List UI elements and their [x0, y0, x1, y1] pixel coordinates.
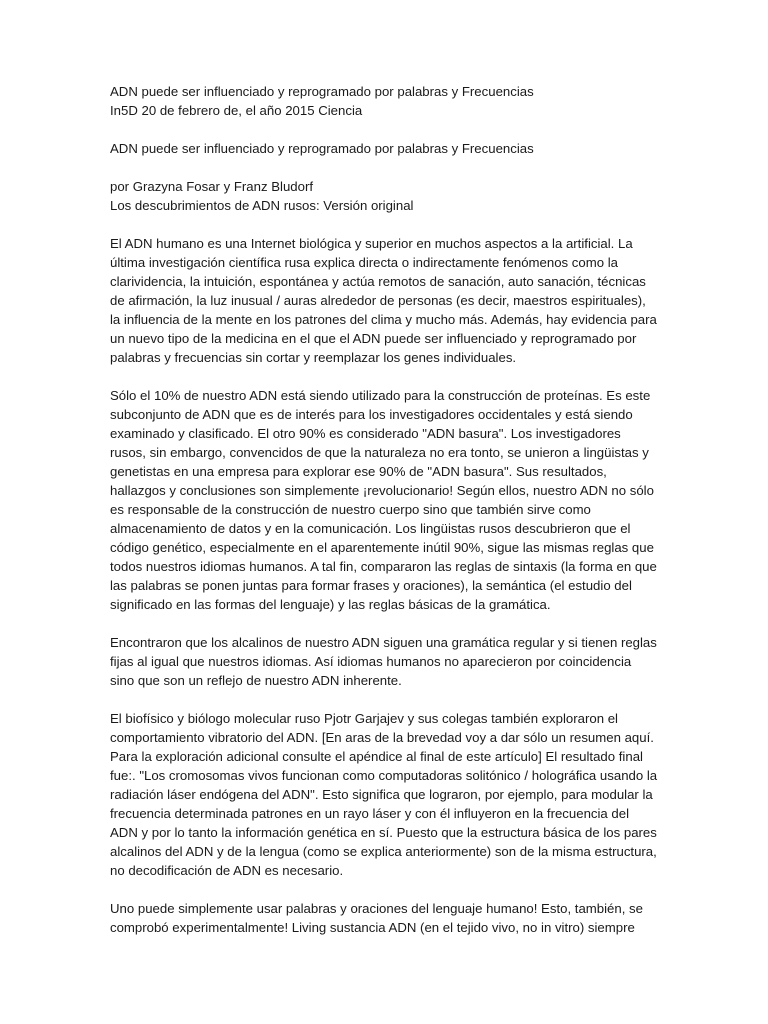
header-block [110, 82, 658, 120]
paragraph-4: El biofísico y biólogo molecular ruso Pjotr Garjajev y sus colegas también exploraron el comportamiento vibratorio del ADN. [En aras de la brevedad voy a dar sólo un resumen aquí. Para la exploración adicional consulte el apéndice al final de este artículo] El resultado final fue:. "Los cromosomas vivos funcionan como computadoras solitónico / holográfica usando la radiación láser endógena del ADN". Esto significa que lograron, por ejemplo, para modular la frecuencia determinada patrones en un rayo láser y con él influyeron en la frecuencia del ADN y por lo tanto la información genética en sí. Puesto que la estructura básica de los pares alcalinos del ADN y de la lengua (como se explica anteriormente) son de la misma estructura, no decodificación de ADN es necesario. [110, 711, 658, 878]
paragraph-3: Encontraron que los alcalinos de nuestro ADN siguen una gramática regular y si tienen reglas fijas al igual que nuestros idiomas. Así idiomas humanos no aparecieron por coincidencia sino que son un reflejo de nuestro ADN inherente. [110, 635, 657, 688]
byline-block [110, 177, 658, 215]
article-title-line: ADN puede ser influenciado y reprogramado por palabras y Frecuencias [110, 84, 534, 99]
repeat-title: ADN puede ser influenciado y reprogramado por palabras y Frecuencias [110, 141, 534, 156]
authors-line: por Grazyna Fosar y Franz Bludorf [110, 179, 314, 194]
paragraph-1: El ADN humano es una Internet biológica y superior en muchos aspectos a la artificial. La última investigación científica rusa explica directa o indirectamente fenómenos como la clarividencia, la intuición, espontánea y actúa remotos de sanación, auto sanación, técnicas de afirmación, la luz inusual / auras alrededor de personas (es decir, maestros espirituales), la influencia de la mente en los patrones del clima y mucho más. Además, hay evidencia para un nuevo tipo de la medicina en el que el ADN puede ser influenciado y reprogramado por palabras y frecuencias sin cortar y reemplazar los genes individuales. [110, 236, 657, 365]
document-page [110, 82, 658, 956]
article-meta-line: In5D 20 de febrero de, el año 2015 Ciencia [110, 103, 363, 118]
subtitle-line: Los descubrimientos de ADN rusos: Versión original [110, 198, 414, 213]
paragraph-2: Sólo el 10% de nuestro ADN está siendo utilizado para la construcción de proteínas. Es este subconjunto de ADN que es de interés para los investigadores occidentales y está siendo examinado y clasificado. El otro 90% es considerado "ADN basura". Los investigadores rusos, sin embargo, convencidos de que la naturaleza no era tonto, se unieron a lingüistas y genetistas en una empresa para explorar ese 90% de "ADN basura". Sus resultados, hallazgos y conclusiones son simplemente ¡revolucionario! Según ellos, nuestro ADN no sólo es responsable de la construcción de nuestro cuerpo sino que también sirve como almacenamiento de datos y en la comunicación. Los lingüistas rusos descubrieron que el código genético, especialmente en el aparentemente inútil 90%, sigue las mismas reglas que todos nuestros idiomas humanos. A tal fin, compararon las reglas de sintaxis (la forma en que las palabras se ponen juntas para formar frases y oraciones), la semántica (el estudio del significado en las formas del lenguaje) y las reglas básicas de la gramática. [110, 388, 657, 612]
repeat-title-block [110, 139, 658, 158]
paragraph-5: Uno puede simplemente usar palabras y oraciones del lenguaje humano! Esto, también, se comprobó experimentalmente! Living sustancia ADN (en el tejido vivo, no in vitro) siempre [110, 901, 643, 935]
